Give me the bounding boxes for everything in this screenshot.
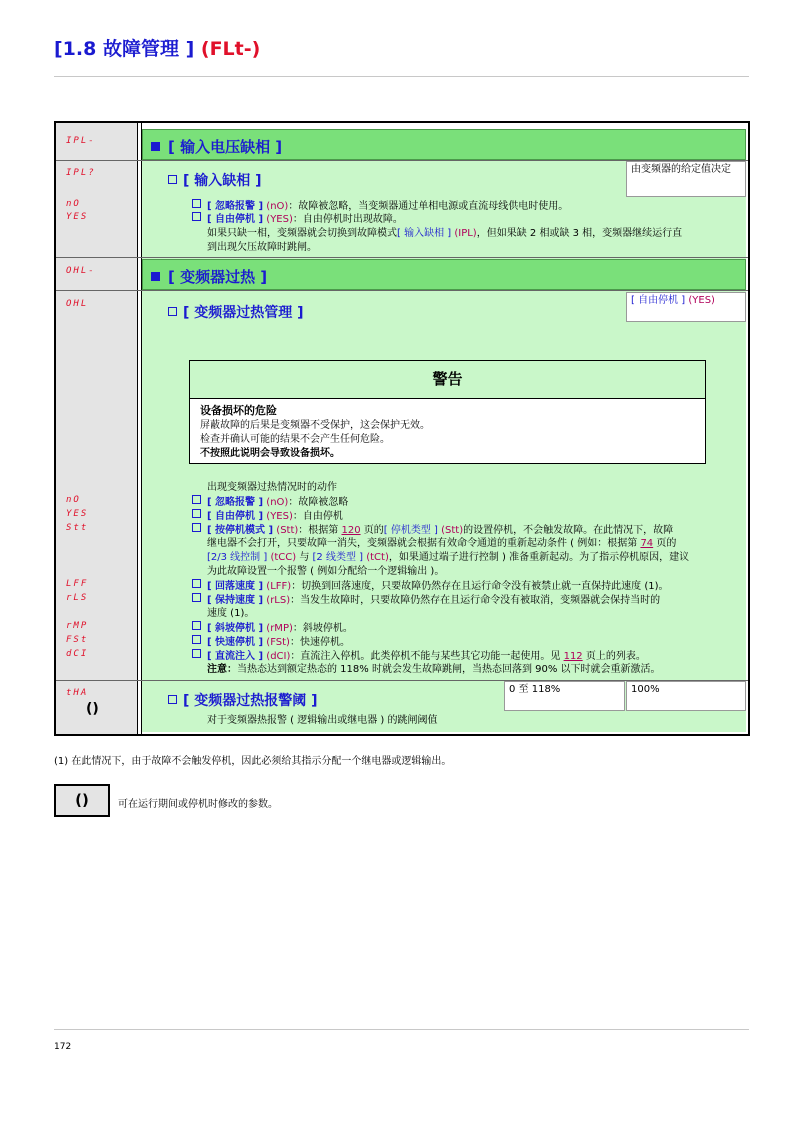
option-code: YES — [66, 212, 89, 222]
factory-setting-tha: 100% — [626, 681, 746, 711]
legend-symbol-box: () — [54, 784, 110, 817]
checkbox-icon — [192, 579, 201, 588]
page-title-main: [1.8 故障管理 ] — [54, 38, 195, 60]
param-code-ohl: OHL — [66, 299, 89, 309]
option-ohl-lff: [ 回落速度 ] (LFF)：切换到回落速度，只要故障仍然存在且运行命令没有被禁止就一直保持此速度 (1)。 — [192, 579, 669, 594]
top-rule — [54, 76, 749, 77]
checkbox-icon — [192, 199, 201, 208]
checkbox-icon — [192, 495, 201, 504]
checkbox-icon — [192, 523, 201, 532]
stt-line4: 为此故障设置一个报警 ( 例如分配给一个逻辑输出 )。 — [207, 566, 445, 577]
option-code: LFF — [66, 579, 89, 589]
option-ohl-yes: [ 自由停机 ] (YES)：自由停机 — [192, 509, 343, 524]
ohl-intro: 出现变频器过热情况时的动作 — [207, 482, 337, 493]
warning-title: 警告 — [190, 361, 705, 399]
factory-setting-ipl: 由变频器的给定值决定 — [626, 161, 746, 197]
ipl-note-line2: 到出现欠压故障时跳闸。 — [207, 242, 317, 253]
param-title-ohl: [ 变频器过热管理 ] — [183, 305, 304, 321]
warning-line: 检查并确认可能的结果不会产生任何危险。 — [200, 434, 390, 445]
stt-line2: 继电器不会打开，只要故障一消失，变频器就会根据有效命令通道的重新起动条件 ( 例如：根据第 74 页的 — [207, 538, 677, 549]
menu-header-ohl — [142, 259, 746, 290]
menu-square-icon — [151, 142, 160, 151]
ohl-note: 注意：当热态达到额定热态的 118% 时就会发生故障跳闸，当热态回落到 90% 以下时就会重新激活。 — [207, 664, 661, 675]
page-title — [54, 34, 260, 61]
param-code-tha: tHA — [66, 688, 89, 698]
menu-title-ipl: [ 输入电压缺相 ] — [168, 138, 283, 156]
param-code-ipl: IPL? — [66, 168, 96, 178]
option-code: nO — [66, 199, 81, 209]
parameter-table — [54, 121, 750, 736]
checkbox-icon — [192, 635, 201, 644]
option-ohl-rmp: [ 斜坡停机 ] (rMP)：斜坡停机。 — [192, 621, 353, 636]
warning-heading: 设备损坏的危险 — [200, 404, 277, 417]
factory-setting-ohl: [ 自由停机 ] (YES) — [626, 292, 746, 322]
option-ohl-no: [ 忽略报警 ] (nO)：故障被忽略 — [192, 495, 348, 510]
menu-header-ipl — [142, 129, 746, 160]
checkbox-icon — [168, 175, 177, 184]
option-ohl-stt: [ 按停机模式 ] (Stt)：根据第 120 页的[ 停机类型 ] (Stt)的设置停机，不会触发故障。在此情况下，故障 — [192, 523, 673, 538]
warning-line: 屏蔽故障的后果是变频器不受保护，这会保护无效。 — [200, 420, 430, 431]
option-ohl-rls: [ 保持速度 ] (rLS)：当发生故障时，只要故障仍然存在且运行命令没有被取消，变频器就会保持当时的 — [192, 593, 660, 608]
option-code: YES — [66, 509, 89, 519]
legend-text: 可在运行期间或停机时修改的参数。 — [118, 799, 278, 810]
page-number: 172 — [54, 1042, 72, 1052]
option-code: Stt — [66, 523, 89, 533]
menu-code-ohl: OHL- — [66, 266, 96, 276]
bottom-rule — [54, 1029, 749, 1030]
checkbox-icon — [192, 509, 201, 518]
menu-title-ohl: [ 变频器过热 ] — [168, 268, 268, 286]
checkbox-icon — [192, 649, 201, 658]
checkbox-icon — [192, 212, 201, 221]
warning-box — [189, 360, 706, 464]
option-code: nO — [66, 495, 81, 505]
option-code: rMP — [66, 621, 89, 631]
ipl-note-line1: 如果只缺一相，变频器就会切换到故障模式[ 输入缺相 ] (IPL)，但如果缺 2 相或缺 3 相，变频器继续运行直 — [207, 228, 683, 239]
range-tha: 0 至 118% — [504, 681, 625, 711]
checkbox-icon — [168, 695, 177, 704]
page-title-code: (FLt-) — [200, 38, 261, 60]
stt-line3: [2/3 线控制 ] (tCC) 与 [2 线类型 ] (tCt)，如果通过端子进行控制 ) 准备重新起动。为了指示停机原因，建议 — [207, 552, 690, 563]
menu-code-ipl: IPL- — [66, 136, 96, 146]
checkbox-icon — [192, 621, 201, 630]
warning-line: 不按照此说明会导致设备损坏。 — [200, 448, 340, 459]
option-ipl-no: [ 忽略报警 ] (nO)：故障被忽略，当变频器通过单相电源或直流母线供电时使用。 — [192, 199, 568, 214]
row-divider — [56, 257, 748, 258]
tha-description: 对于变频器热报警 ( 逻辑输出或继电器 ) 的跳闸阈值 — [207, 715, 438, 726]
option-ipl-yes: [ 自由停机 ] (YES)：自由停机时出现故障。 — [192, 212, 403, 227]
option-code: dCI — [66, 649, 89, 659]
option-ohl-fst: [ 快速停机 ] (FSt)：快速停机。 — [192, 635, 350, 650]
menu-square-icon — [151, 272, 160, 281]
option-code: rLS — [66, 593, 89, 603]
row-divider — [56, 290, 748, 291]
param-title-ipl: [ 输入缺相 ] — [183, 173, 262, 189]
runtime-modifiable-icon: () — [86, 701, 99, 717]
checkbox-icon — [168, 307, 177, 316]
param-title-tha: [ 变频器过热报警阈 ] — [183, 693, 318, 709]
option-code: FSt — [66, 635, 89, 645]
checkbox-icon — [192, 593, 201, 602]
footnote: (1) 在此情况下，由于故障不会触发停机，因此必须给其指示分配一个继电器或逻辑输出。 — [54, 756, 452, 767]
option-ohl-dci: [ 直流注入 ] (dCI)：直流注入停机。此类停机不能与某些其它功能一起使用。见 112 页上的列表。 — [192, 649, 646, 664]
rls-line2: 速度 (1)。 — [207, 608, 255, 619]
